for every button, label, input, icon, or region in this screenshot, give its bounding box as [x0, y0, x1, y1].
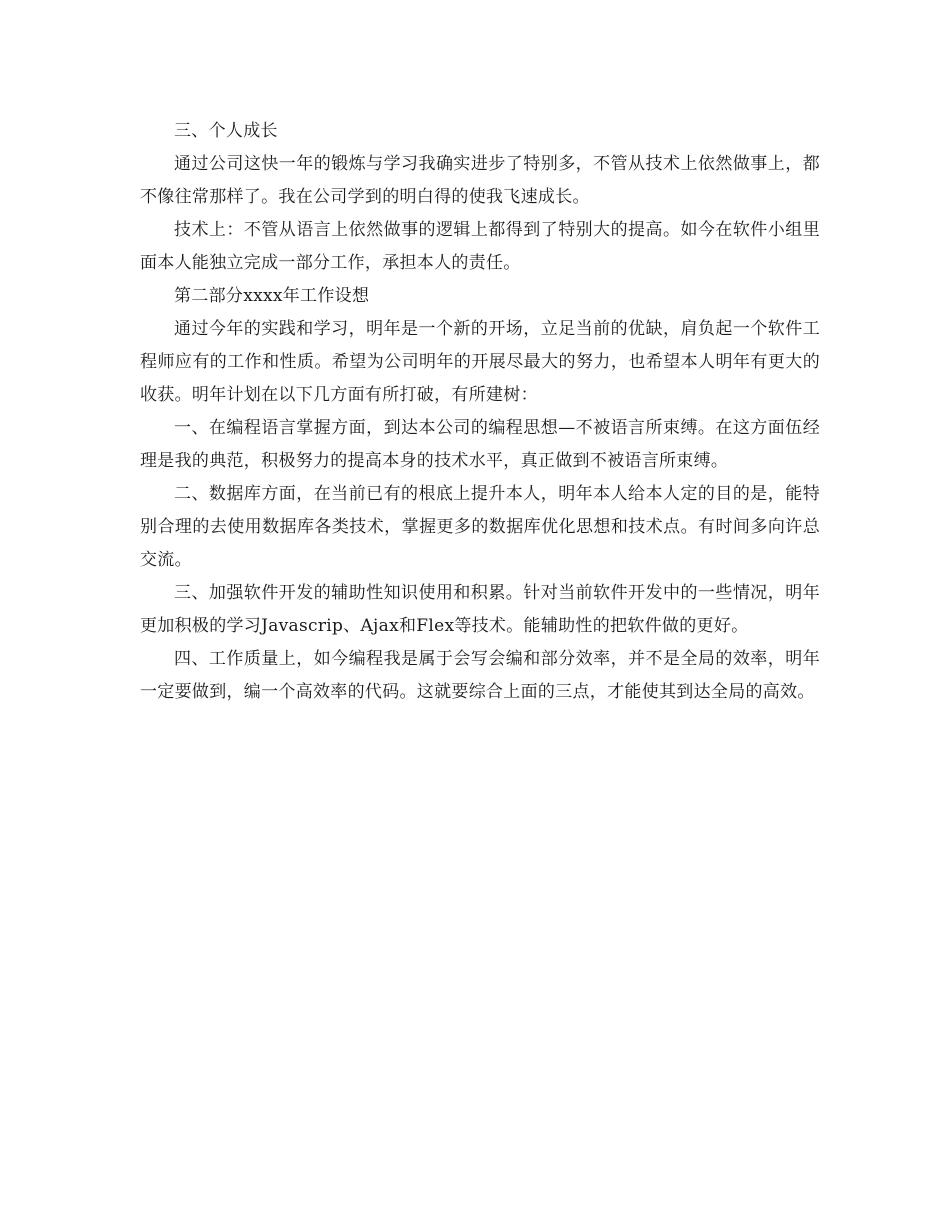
- document-body: [140, 115, 820, 709]
- paragraph-plan-item-2: 二、数据库方面，在当前已有的根底上提升本人，明年本人给本人定的目的是，能特别合理的去使用数据库各类技术，掌握更多的数据库优化思想和技术点。有时间多向许总交流。: [140, 484, 820, 570]
- section-heading-personal-growth: 三、个人成长: [174, 121, 278, 141]
- paragraph-plan-item-3: 三、加强软件开发的辅助性知识使用和积累。针对当前软件开发中的一些情况，明年更加积极的学习Javascrip、Ajax和Flex等技术。能辅助性的把软件做的更好。: [140, 583, 820, 636]
- paragraph-plan-item-4: 四、工作质量上，如今编程我是属于会写会编和部分效率，并不是全局的效率，明年一定要做到，编一个高效率的代码。这就要综合上面的三点，才能使其到达全局的高效。: [140, 649, 820, 702]
- paragraph-plan-item-1: 一、在编程语言掌握方面，到达本公司的编程思想—不被语言所束缚。在这方面伍经理是我的典范，积极努力的提高本身的技术水平，真正做到不被语言所束缚。: [140, 418, 820, 471]
- paragraph-progress: 通过公司这快一年的锻炼与学习我确实进步了特别多，不管从技术上依然做事上，都不像往常那样了。我在公司学到的明白得的使我飞速成长。: [140, 154, 820, 207]
- paragraph-technical: 技术上：不管从语言上依然做事的逻辑上都得到了特别大的提高。如今在软件小组里面本人能独立完成一部分工作，承担本人的责任。: [140, 220, 820, 273]
- section-heading-work-plan: 第二部分xxxx年工作设想: [174, 286, 370, 306]
- paragraph-plan-intro: 通过今年的实践和学习，明年是一个新的开场，立足当前的优缺，肩负起一个软件工程师应有的工作和性质。希望为公司明年的开展尽最大的努力，也希望本人明年有更大的收获。明年计划在以下几方面有所打破，有所建树：: [140, 319, 820, 405]
